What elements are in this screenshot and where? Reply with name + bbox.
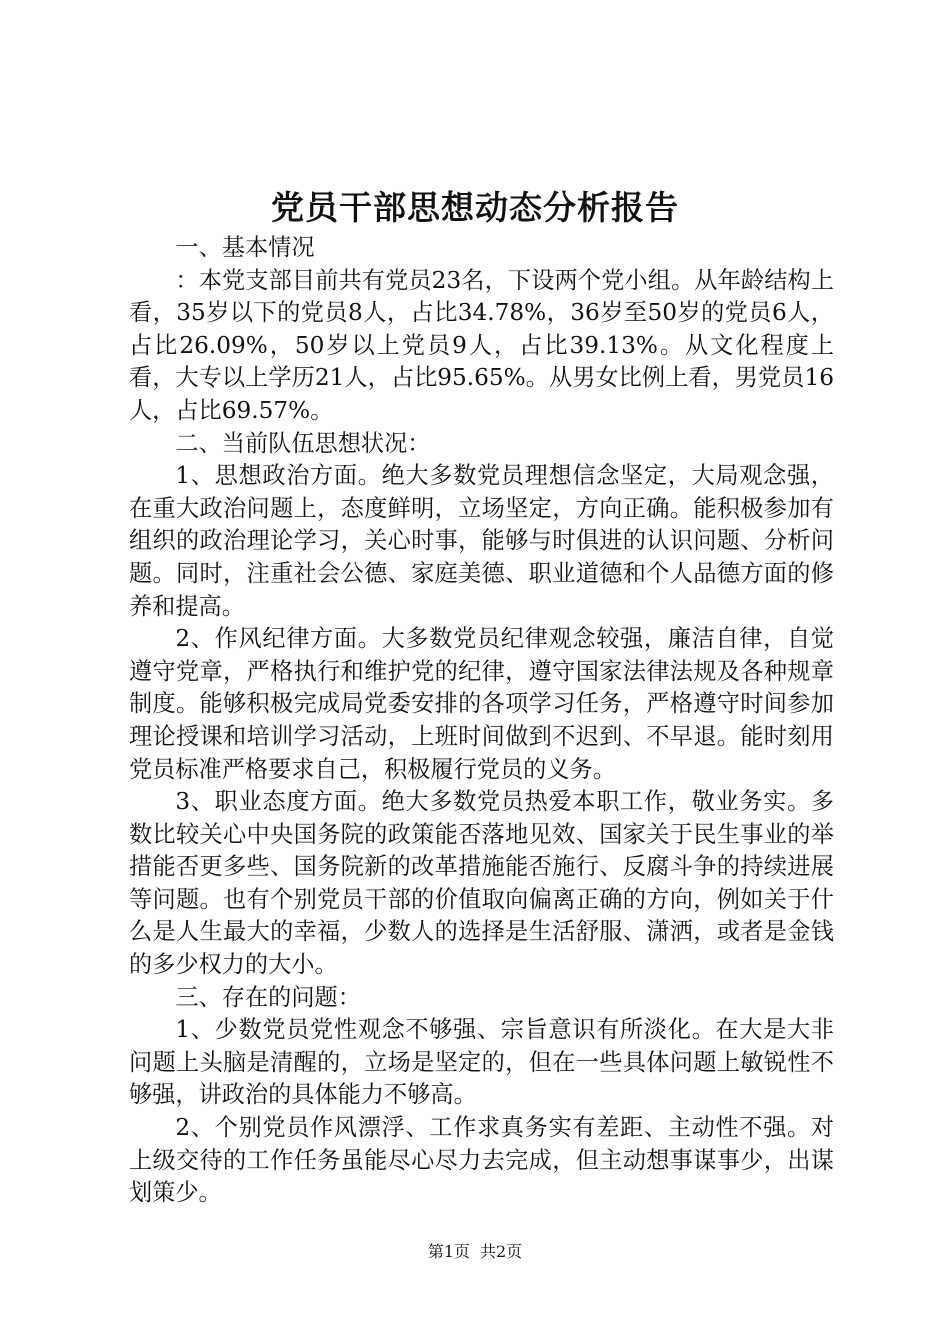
paragraph-political: 1、思想政治方面。绝大多数党员理想信念坚定，大局观念强，在重大政治问题上，态度鲜明，立场坚定，方向正确。能积极参加有组织的政治理论学习，关心时事，能够与时俱进的认识问题、分析问题。同时，注重社会公德、家庭美德、职业道德和个人品德方面的修养和提高。 — [129, 462, 834, 620]
section-heading-status: 二、当前队伍思想状况： — [175, 429, 431, 457]
paragraph-basic-info: ：本党支部目前共有党员23名，下设两个党小组。从年龄结构上看，35岁以下的党员8人，占比34.78%，36岁至50岁的党员6人，占比26.09%，50岁以上党员9人，占比39.13%。从文化程度上看，大专以上学历21人，占比95.65%。从男女比例上看，男党员16人，占比69.57%。 — [129, 266, 834, 424]
paragraph-discipline: 2、作风纪律方面。大多数党员纪律观念较强，廉洁自律，自觉遵守党章，严格执行和维护党的纪律，遵守国家法律法规及各种规章制度。能够积极完成局党委安排的各项学习任务，严格遵守时间参加理论授课和培训学习活动，上班时间做到不迟到、不早退。能时刻用党员标准严格要求自己，积极履行党员的义务。 — [129, 625, 834, 783]
section-heading-problems: 三、存在的问题： — [175, 983, 361, 1011]
paragraph-attitude: 3、职业态度方面。绝大多数党员热爱本职工作，敬业务实。多数比较关心中央国务院的政策能否落地见效、国家关于民生事业的举措能否更多些、国务院新的改革措施能否施行、反腐斗争的持续进展等问题。也有个别党员干部的价值取向偏离正确的方向，例如关于什么是人生最大的幸福，少数人的选择是生活舒服、潇洒，或者是金钱的多少权力的大小。 — [129, 788, 834, 979]
paragraph-problem-1: 1、少数党员党性观念不够强、宗旨意识有所淡化。在大是大非问题上头脑是清醒的，立场是坚定的，但在一些具体问题上敏锐性不够强，讲政治的具体能力不够高。 — [129, 1016, 834, 1109]
document-title: 党员干部思想动态分析报告 — [271, 188, 679, 227]
document-body — [129, 232, 834, 1210]
page-number: 第1页 — [427, 1242, 470, 1261]
page-total: 共2页 — [480, 1242, 523, 1261]
page-footer — [0, 1240, 950, 1264]
section-heading-basic: 一、基本情况 — [175, 234, 315, 261]
paragraph-problem-2: 2、个别党员作风漂浮、工作求真务实有差距、主动性不强。对上级交待的工作任务虽能尽心尽力去完成，但主动想事谋事少，出谋划策少。 — [129, 1114, 834, 1207]
